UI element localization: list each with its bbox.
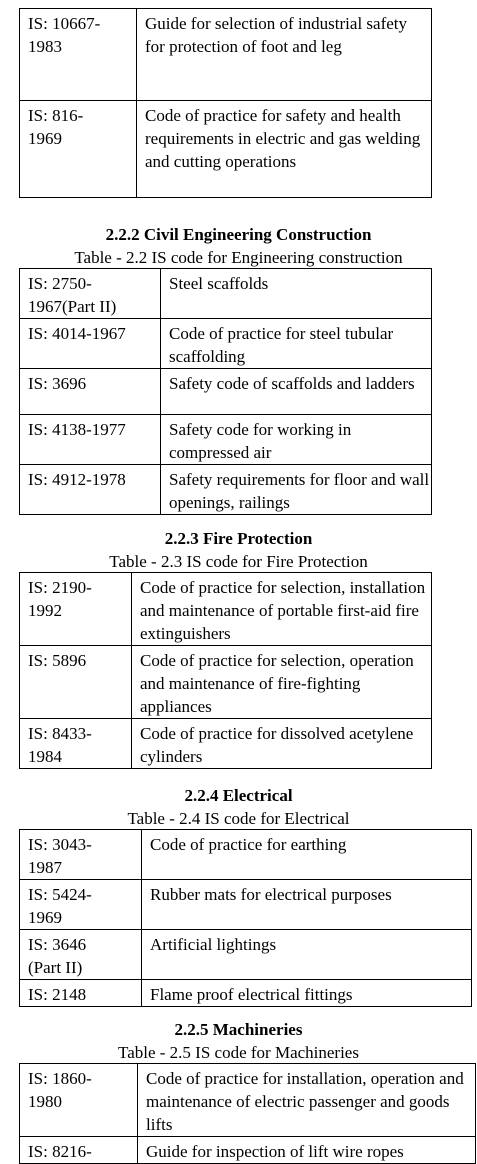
description-cell: Code of practice for dissolved acetylene cylinders [132, 719, 432, 769]
table-row [20, 1064, 476, 1137]
table-row [20, 930, 472, 980]
description-cell: Code of practice for selection, installation and maintenance of portable first-aid fire extinguishers [132, 573, 432, 646]
table-caption: Table - 2.4 IS code for Electrical [127, 809, 350, 828]
table-row [20, 880, 472, 930]
code-cell: IS: 2148 [20, 980, 142, 1007]
description-cell: Safety code for working in compressed air [161, 415, 432, 465]
table-row [20, 830, 472, 880]
description-cell: Rubber mats for electrical purposes [142, 880, 472, 930]
table-row [20, 465, 432, 515]
code-cell: IS: 3043- 1987 [20, 830, 142, 880]
section-heading: 2.2.3 Fire Protection [164, 529, 313, 548]
description-cell: Code of practice for safety and health requirements in electric and gas welding and cutting operations [137, 101, 432, 198]
section-heading: 2.2.5 Machineries [174, 1020, 303, 1039]
table-row [20, 369, 432, 415]
code-cell: IS: 4912-1978 [20, 465, 161, 515]
table-electrical [19, 829, 472, 1007]
code-cell: IS: 3646 (Part II) [20, 930, 142, 980]
code-cell: IS: 1860- 1980 [20, 1064, 138, 1137]
table-row [20, 101, 432, 198]
section-heading: 2.2.4 Electrical [184, 786, 293, 805]
description-cell: Artificial lightings [142, 930, 472, 980]
code-cell: IS: 8433- 1984 [20, 719, 132, 769]
code-cell: IS: 5896 [20, 646, 132, 719]
table-row [20, 9, 432, 101]
code-cell: IS: 816- 1969 [20, 101, 137, 198]
description-cell: Guide for inspection of lift wire ropes [138, 1137, 476, 1164]
section-heading: 2.2.2 Civil Engineering Construction [105, 225, 372, 244]
table-row [20, 573, 432, 646]
code-cell: IS: 5424- 1969 [20, 880, 142, 930]
table-top [19, 8, 432, 198]
description-cell: Safety code of scaffolds and ladders [161, 369, 432, 415]
code-cell: IS: 4138-1977 [20, 415, 161, 465]
code-cell: IS: 8216- [20, 1137, 138, 1164]
code-cell: IS: 2190- 1992 [20, 573, 132, 646]
table-row [20, 415, 432, 465]
table-machineries [19, 1063, 476, 1164]
table-row [20, 1137, 476, 1164]
description-cell: Code of practice for steel tubular scaffolding [161, 319, 432, 369]
table-caption: Table - 2.2 IS code for Engineering construction [74, 248, 403, 267]
description-cell: Code of practice for selection, operation and maintenance of fire-fighting appliances [132, 646, 432, 719]
description-cell: Guide for selection of industrial safety for protection of foot and leg [137, 9, 432, 101]
description-cell: Flame proof electrical fittings [142, 980, 472, 1007]
table-row [20, 719, 432, 769]
table-engineering-construction [19, 268, 432, 515]
code-cell: IS: 2750- 1967(Part II) [20, 269, 161, 319]
code-cell: IS: 10667- 1983 [20, 9, 137, 101]
code-cell: IS: 4014-1967 [20, 319, 161, 369]
description-cell: Safety requirements for floor and wall openings, railings [161, 465, 432, 515]
table-fire-protection [19, 572, 432, 769]
description-cell: Code of practice for installation, operation and maintenance of electric passenger and goods lifts [138, 1064, 476, 1137]
table-row [20, 269, 432, 319]
table-row [20, 646, 432, 719]
code-cell: IS: 3696 [20, 369, 161, 415]
description-cell: Code of practice for earthing [142, 830, 472, 880]
table-caption: Table - 2.5 IS code for Machineries [118, 1043, 359, 1062]
table-caption: Table - 2.3 IS code for Fire Protection [109, 552, 368, 571]
table-row [20, 980, 472, 1007]
description-cell: Steel scaffolds [161, 269, 432, 319]
table-row [20, 319, 432, 369]
